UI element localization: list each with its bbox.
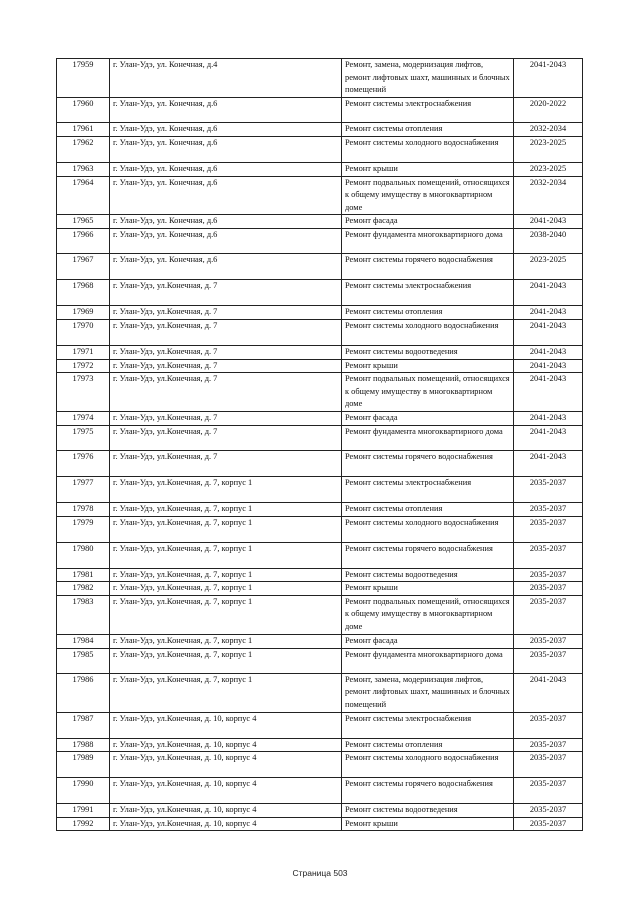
period-cell: 2035-2037 [514, 502, 583, 516]
row-number-cell: 17981 [57, 568, 110, 582]
work-type-cell: Ремонт системы водоотведения [342, 804, 514, 818]
address-cell: г. Улан-Удэ, ул. Конечная, д.6 [110, 254, 342, 280]
address-cell: г. Улан-Удэ, ул.Конечная, д. 7, корпус 1 [110, 648, 342, 673]
row-number-cell: 17963 [57, 163, 110, 177]
address-cell: г. Улан-Удэ, ул.Конечная, д. 7, корпус 1 [110, 595, 342, 634]
work-type-cell: Ремонт системы холодного водоснабжения [342, 752, 514, 778]
address-cell: г. Улан-Удэ, ул. Конечная, д.6 [110, 98, 342, 123]
row-number-cell: 17986 [57, 673, 110, 712]
table-row [57, 738, 583, 752]
period-cell: 2041-2043 [514, 345, 583, 359]
period-cell: 2020-2022 [514, 98, 583, 123]
work-type-cell: Ремонт крыши [342, 817, 514, 831]
work-type-cell: Ремонт крыши [342, 359, 514, 373]
table-row [57, 752, 583, 778]
row-number-cell: 17976 [57, 450, 110, 476]
period-cell: 2035-2037 [514, 738, 583, 752]
address-cell: г. Улан-Удэ, ул. Конечная, д.6 [110, 123, 342, 137]
row-number-cell: 17970 [57, 319, 110, 345]
period-cell: 2035-2037 [514, 595, 583, 634]
address-cell: г. Улан-Удэ, ул.Конечная, д. 7 [110, 450, 342, 476]
period-cell: 2023-2025 [514, 163, 583, 177]
table-row [57, 476, 583, 502]
table-row [57, 516, 583, 542]
row-number-cell: 17962 [57, 137, 110, 163]
table-row [57, 542, 583, 568]
table-row [57, 712, 583, 738]
address-cell: г. Улан-Удэ, ул.Конечная, д. 10, корпус 4 [110, 752, 342, 778]
row-number-cell: 17979 [57, 516, 110, 542]
row-number-cell: 17983 [57, 595, 110, 634]
period-cell: 2041-2043 [514, 306, 583, 320]
work-type-cell: Ремонт системы отопления [342, 306, 514, 320]
address-cell: г. Улан-Удэ, ул.Конечная, д. 7, корпус 1 [110, 568, 342, 582]
address-cell: г. Улан-Удэ, ул. Конечная, д.6 [110, 215, 342, 229]
period-cell: 2035-2037 [514, 752, 583, 778]
table-row [57, 123, 583, 137]
address-cell: г. Улан-Удэ, ул.Конечная, д. 10, корпус 4 [110, 712, 342, 738]
period-cell: 2023-2025 [514, 137, 583, 163]
row-number-cell: 17982 [57, 582, 110, 596]
table-row [57, 411, 583, 425]
work-type-cell: Ремонт подвальных помещений, относящихся к общему имуществу в многоквартирном доме [342, 373, 514, 412]
address-cell: г. Улан-Удэ, ул.Конечная, д. 7, корпус 1 [110, 542, 342, 568]
work-type-cell: Ремонт фасада [342, 634, 514, 648]
period-cell: 2041-2043 [514, 425, 583, 450]
row-number-cell: 17959 [57, 59, 110, 98]
table-row [57, 778, 583, 804]
table-row [57, 254, 583, 280]
row-number-cell: 17978 [57, 502, 110, 516]
address-cell: г. Улан-Удэ, ул.Конечная, д. 7 [110, 359, 342, 373]
period-cell: 2035-2037 [514, 648, 583, 673]
work-type-cell: Ремонт системы горячего водоснабжения [342, 542, 514, 568]
table-row [57, 502, 583, 516]
row-number-cell: 17987 [57, 712, 110, 738]
table-row [57, 595, 583, 634]
row-number-cell: 17975 [57, 425, 110, 450]
period-cell: 2035-2037 [514, 634, 583, 648]
address-cell: г. Улан-Удэ, ул.Конечная, д. 10, корпус 4 [110, 778, 342, 804]
row-number-cell: 17990 [57, 778, 110, 804]
period-cell: 2023-2025 [514, 254, 583, 280]
period-cell: 2041-2043 [514, 319, 583, 345]
table-row [57, 673, 583, 712]
row-number-cell: 17991 [57, 804, 110, 818]
row-number-cell: 17977 [57, 476, 110, 502]
table-row [57, 163, 583, 177]
period-cell: 2035-2037 [514, 712, 583, 738]
work-type-cell: Ремонт системы электроснабжения [342, 476, 514, 502]
address-cell: г. Улан-Удэ, ул. Конечная, д.4 [110, 59, 342, 98]
table-row [57, 306, 583, 320]
row-number-cell: 17961 [57, 123, 110, 137]
address-cell: г. Улан-Удэ, ул.Конечная, д. 10, корпус 4 [110, 738, 342, 752]
table-row [57, 425, 583, 450]
address-cell: г. Улан-Удэ, ул.Конечная, д. 7 [110, 373, 342, 412]
table-row [57, 137, 583, 163]
work-type-cell: Ремонт, замена, модернизация лифтов, ремонт лифтовых шахт, машинных и блочных помещений [342, 59, 514, 98]
table-row [57, 59, 583, 98]
period-cell: 2041-2043 [514, 373, 583, 412]
address-cell: г. Улан-Удэ, ул. Конечная, д.6 [110, 137, 342, 163]
period-cell: 2041-2043 [514, 59, 583, 98]
period-cell: 2035-2037 [514, 568, 583, 582]
period-cell: 2035-2037 [514, 817, 583, 831]
period-cell: 2035-2037 [514, 778, 583, 804]
work-type-cell: Ремонт фасада [342, 411, 514, 425]
work-type-cell: Ремонт системы отопления [342, 502, 514, 516]
address-cell: г. Улан-Удэ, ул.Конечная, д. 7, корпус 1 [110, 634, 342, 648]
period-cell: 2035-2037 [514, 582, 583, 596]
address-cell: г. Улан-Удэ, ул.Конечная, д. 7 [110, 280, 342, 306]
work-type-cell: Ремонт системы электроснабжения [342, 280, 514, 306]
table-row [57, 582, 583, 596]
work-type-cell: Ремонт системы горячего водоснабжения [342, 254, 514, 280]
address-cell: г. Улан-Удэ, ул. Конечная, д.6 [110, 229, 342, 254]
table-row [57, 817, 583, 831]
period-cell: 2032-2034 [514, 123, 583, 137]
period-cell: 2035-2037 [514, 516, 583, 542]
period-cell: 2041-2043 [514, 450, 583, 476]
row-number-cell: 17989 [57, 752, 110, 778]
table-row [57, 373, 583, 412]
work-type-cell: Ремонт крыши [342, 582, 514, 596]
table-row [57, 648, 583, 673]
period-cell: 2035-2037 [514, 476, 583, 502]
row-number-cell: 17968 [57, 280, 110, 306]
work-type-cell: Ремонт системы водоотведения [342, 568, 514, 582]
work-type-cell: Ремонт системы холодного водоснабжения [342, 516, 514, 542]
work-type-cell: Ремонт системы горячего водоснабжения [342, 450, 514, 476]
row-number-cell: 17967 [57, 254, 110, 280]
work-type-cell: Ремонт подвальных помещений, относящихся к общему имуществу в многоквартирном доме [342, 595, 514, 634]
period-cell: 2041-2043 [514, 411, 583, 425]
period-cell: 2041-2043 [514, 280, 583, 306]
period-cell: 2035-2037 [514, 804, 583, 818]
row-number-cell: 17992 [57, 817, 110, 831]
address-cell: г. Улан-Удэ, ул.Конечная, д. 10, корпус 4 [110, 804, 342, 818]
address-cell: г. Улан-Удэ, ул.Конечная, д. 7 [110, 345, 342, 359]
period-cell: 2038-2040 [514, 229, 583, 254]
address-cell: г. Улан-Удэ, ул.Конечная, д. 7, корпус 1 [110, 516, 342, 542]
work-type-cell: Ремонт фундамента многоквартирного дома [342, 648, 514, 673]
work-type-cell: Ремонт крыши [342, 163, 514, 177]
table-row [57, 634, 583, 648]
work-type-cell: Ремонт фасада [342, 215, 514, 229]
row-number-cell: 17988 [57, 738, 110, 752]
table-row [57, 229, 583, 254]
address-cell: г. Улан-Удэ, ул.Конечная, д. 7 [110, 411, 342, 425]
address-cell: г. Улан-Удэ, ул. Конечная, д.6 [110, 163, 342, 177]
work-type-cell: Ремонт системы холодного водоснабжения [342, 319, 514, 345]
work-type-cell: Ремонт системы отопления [342, 738, 514, 752]
table-row [57, 450, 583, 476]
table-row [57, 359, 583, 373]
table-row [57, 98, 583, 123]
work-type-cell: Ремонт, замена, модернизация лифтов, ремонт лифтовых шахт, машинных и блочных помещений [342, 673, 514, 712]
work-type-cell: Ремонт фундамента многоквартирного дома [342, 229, 514, 254]
work-type-cell: Ремонт системы электроснабжения [342, 712, 514, 738]
page-number: Страница 503 [292, 868, 348, 878]
work-type-cell: Ремонт подвальных помещений, относящихся к общему имуществу в многоквартирном доме [342, 176, 514, 215]
period-cell: 2041-2043 [514, 673, 583, 712]
work-type-cell: Ремонт фундамента многоквартирного дома [342, 425, 514, 450]
row-number-cell: 17973 [57, 373, 110, 412]
address-cell: г. Улан-Удэ, ул.Конечная, д. 7, корпус 1 [110, 476, 342, 502]
row-number-cell: 17985 [57, 648, 110, 673]
work-type-cell: Ремонт системы отопления [342, 123, 514, 137]
address-cell: г. Улан-Удэ, ул. Конечная, д.6 [110, 176, 342, 215]
period-cell: 2035-2037 [514, 542, 583, 568]
row-number-cell: 17966 [57, 229, 110, 254]
table-row [57, 319, 583, 345]
row-number-cell: 17980 [57, 542, 110, 568]
row-number-cell: 17972 [57, 359, 110, 373]
work-type-cell: Ремонт системы горячего водоснабжения [342, 778, 514, 804]
address-cell: г. Улан-Удэ, ул.Конечная, д. 7, корпус 1 [110, 582, 342, 596]
work-type-cell: Ремонт системы холодного водоснабжения [342, 137, 514, 163]
period-cell: 2041-2043 [514, 359, 583, 373]
address-cell: г. Улан-Удэ, ул.Конечная, д. 7, корпус 1 [110, 502, 342, 516]
row-number-cell: 17984 [57, 634, 110, 648]
table-row [57, 804, 583, 818]
table-row [57, 215, 583, 229]
table-row [57, 176, 583, 215]
row-number-cell: 17964 [57, 176, 110, 215]
address-cell: г. Улан-Удэ, ул.Конечная, д. 7, корпус 1 [110, 673, 342, 712]
work-type-cell: Ремонт системы электроснабжения [342, 98, 514, 123]
period-cell: 2032-2034 [514, 176, 583, 215]
address-cell: г. Улан-Удэ, ул.Конечная, д. 10, корпус 4 [110, 817, 342, 831]
address-cell: г. Улан-Удэ, ул.Конечная, д. 7 [110, 306, 342, 320]
table-row [57, 280, 583, 306]
row-number-cell: 17960 [57, 98, 110, 123]
repair-schedule-table [56, 58, 583, 831]
row-number-cell: 17974 [57, 411, 110, 425]
table-row [57, 568, 583, 582]
period-cell: 2041-2043 [514, 215, 583, 229]
address-cell: г. Улан-Удэ, ул.Конечная, д. 7 [110, 319, 342, 345]
table-row [57, 345, 583, 359]
row-number-cell: 17965 [57, 215, 110, 229]
row-number-cell: 17971 [57, 345, 110, 359]
row-number-cell: 17969 [57, 306, 110, 320]
address-cell: г. Улан-Удэ, ул.Конечная, д. 7 [110, 425, 342, 450]
work-type-cell: Ремонт системы водоотведения [342, 345, 514, 359]
repair-schedule-body [57, 59, 583, 831]
